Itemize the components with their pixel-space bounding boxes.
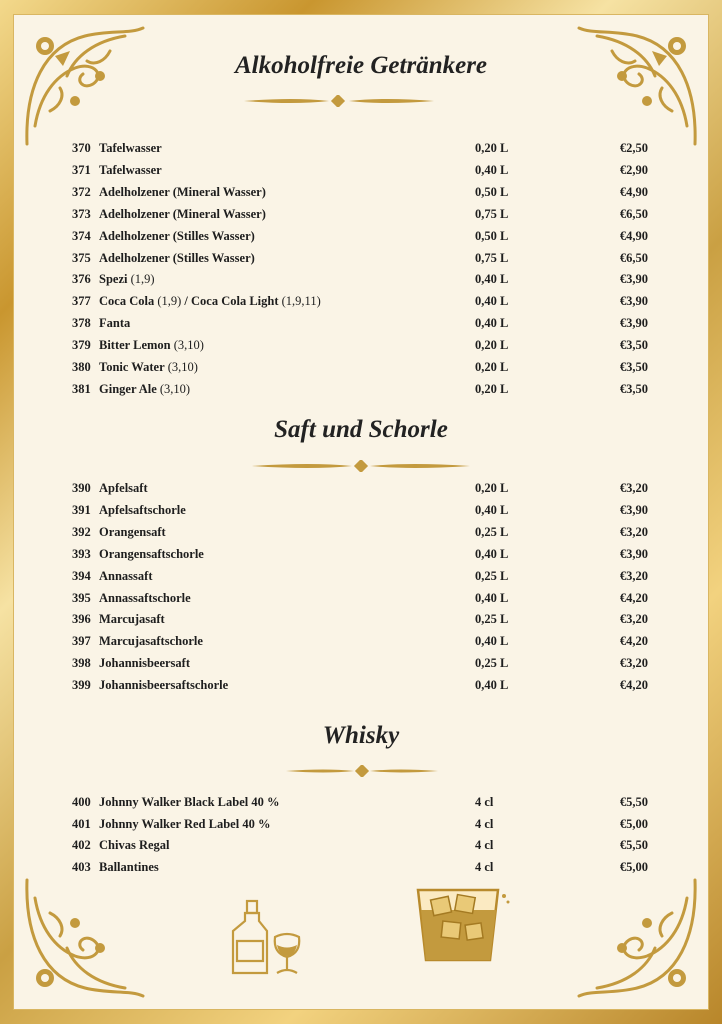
item-number: 403 [72,860,91,875]
item-additives: (1,9) [127,272,155,287]
item-size: 0,40 L [475,316,509,331]
menu-item-row [72,294,652,314]
menu-item-row [72,547,652,567]
item-name [99,251,255,266]
item-price: €3,20 [619,481,648,495]
item-name-text: Chivas Regal [99,838,170,853]
item-size: 4 cl [475,816,494,831]
item-number: 400 [72,795,91,809]
item-name-text: Marcujasaftschorle [99,634,203,649]
item-number: 391 [72,502,91,517]
item-size: 4 cl [475,860,494,875]
item-size: 0,40 L [475,546,509,561]
item-additives: (3,10) [164,360,198,374]
item-size: 0,20 L [475,141,509,155]
item-name-text: Coca Cola [99,294,155,309]
item-number: 381 [72,381,91,396]
item-name [99,481,148,496]
menu-item-row [72,382,652,402]
item-name [99,612,165,627]
item-name-text: Johnny Walker Red Label 40 % [99,816,271,831]
item-name [99,838,170,853]
item-number: 379 [72,338,91,353]
section-title: Alkoholfreie Getränkere [234,52,488,79]
menu-item-row [72,678,652,698]
menu-item-row [72,185,652,205]
item-additives: (3,10) [156,381,191,396]
menu-item-row [72,525,652,545]
menu-item-row [72,591,652,611]
item-size: 0,20 L [475,360,509,374]
item-number: 370 [72,141,91,155]
item-name [99,656,190,671]
item-number: 376 [72,272,91,287]
menu-item-row [72,207,652,227]
item-price: €4,20 [619,634,648,649]
item-name [99,185,266,200]
item-name-text: Marcujasaft [99,612,165,627]
item-number: 392 [72,524,91,539]
item-price: €3,20 [619,524,648,539]
item-name-text: Johannisbeersaftschorle [99,678,229,693]
item-size: 0,25 L [475,524,509,539]
item-name [99,382,190,397]
item-name-text: Ginger Ale [99,381,157,396]
item-additives: (1,9) [154,294,182,309]
menu-item-row [72,503,652,523]
menu-item-row [72,141,652,161]
item-name [99,795,279,810]
item-size: 0,20 L [475,381,509,396]
item-separator: / [181,294,192,309]
item-size: 0,75 L [475,206,509,221]
item-number: 372 [72,184,91,199]
menu-item-row [72,338,652,358]
item-name-text: Bitter Lemon [99,338,171,353]
item-size: 4 cl [475,795,494,809]
item-size: 0,40 L [475,162,509,177]
menu-item-row [72,272,652,292]
item-price: €3,20 [619,568,648,583]
item-number: 398 [72,656,91,671]
item-price: €5,50 [619,838,648,853]
item-number: 373 [72,206,91,221]
section-title: Saft und Schorle [274,416,448,443]
item-name-text: Orangensaft [99,524,166,539]
item-name [99,503,186,518]
item-size: 0,75 L [475,250,509,265]
menu-item-row [72,163,652,183]
item-name [99,316,130,331]
item-price: €4,90 [619,228,648,243]
menu-item-row [72,634,652,654]
item-name [99,338,204,353]
item-size: 0,50 L [475,228,509,243]
item-name [99,525,166,540]
item-number: 394 [72,568,91,583]
item-name [99,294,321,309]
item-number: 380 [72,360,91,374]
menu-item-row [72,817,652,837]
item-name-text: Adelholzener (Mineral Wasser) [99,206,266,221]
menu-item-row [72,251,652,271]
item-price: €3,90 [619,294,648,309]
bottle-glass-icon [225,895,310,980]
item-size: 0,40 L [475,678,509,693]
item-number: 399 [72,678,91,693]
item-size: 0,40 L [475,272,509,287]
item-size: 0,40 L [475,634,509,649]
section-title: Whisky [322,722,400,749]
item-price: €6,50 [619,250,648,265]
menu-item-row [72,612,652,632]
item-price: €4,20 [619,678,648,693]
item-price: €3,20 [619,656,648,671]
menu-item-row [72,316,652,336]
item-price: €4,90 [619,184,648,199]
ornament-corner-icon [567,16,707,156]
item-name-text: Apfelsaftschorle [99,502,186,517]
menu-item-row [72,229,652,249]
item-name-text: Annassaftschorle [99,590,191,605]
item-price: €3,50 [619,338,648,353]
item-price: €5,00 [619,860,648,875]
item-name-text: Johannisbeersaft [99,656,190,671]
ornament-corner-icon [15,16,155,156]
item-number: 395 [72,590,91,605]
item-additives: (3,10) [170,338,204,353]
item-name [99,229,255,244]
item-additives: (1,9,11) [278,294,321,309]
item-name-text: Ballantines [99,860,159,875]
item-name-text: Tonic Water [99,360,165,374]
item-number: 401 [72,816,91,831]
item-name [99,634,203,649]
item-name [99,547,204,562]
item-price: €3,90 [619,272,648,287]
item-size: 0,50 L [475,184,509,199]
item-price: €3,90 [619,316,648,331]
item-number: 390 [72,481,91,495]
item-price: €3,90 [619,546,648,561]
menu-item-row [72,360,652,380]
menu-item-row [72,860,652,880]
item-name-text: Johnny Walker Black Label 40 % [99,795,280,809]
menu-item-row [72,795,652,815]
item-price: €2,50 [619,141,648,155]
item-size: 0,40 L [475,590,509,605]
item-name [99,591,191,606]
item-number: 374 [72,228,91,243]
menu-item-row [72,481,652,501]
item-price: €3,50 [619,360,648,374]
item-name [99,207,266,222]
item-number: 371 [72,162,91,177]
item-name-text: Adelholzener (Stilles Wasser) [99,228,255,243]
ornament-corner-icon [15,868,155,1008]
item-name [99,860,159,875]
item-number: 378 [72,316,91,331]
item-price: €5,50 [619,795,648,809]
menu-item-row [72,838,652,858]
item-name [99,163,162,178]
item-price: €5,00 [619,816,648,831]
item-number: 402 [72,838,91,853]
item-size: 4 cl [475,838,494,853]
item-price: €3,50 [619,381,648,396]
item-name [99,141,162,156]
item-name-text: Annassaft [99,568,153,583]
menu-item-row [72,569,652,589]
whisky-glass-icon [412,882,512,964]
item-size: 0,20 L [475,338,509,353]
divider-ornament-icon [286,765,438,777]
item-name-text: Coca Cola Light [191,294,279,309]
item-price: €3,90 [619,502,648,517]
item-name [99,678,228,693]
item-name-text: Adelholzener (Mineral Wasser) [99,184,266,199]
item-price: €6,50 [619,206,648,221]
menu-item-row [72,656,652,676]
item-size: 0,40 L [475,502,509,517]
item-number: 393 [72,546,91,561]
item-size: 0,20 L [475,481,509,495]
item-name-text: Fanta [99,316,131,331]
item-number: 377 [72,294,91,309]
item-name-text: Tafelwasser [99,141,162,155]
ornament-corner-icon [567,868,707,1008]
item-name [99,569,153,584]
item-name-text: Orangensaftschorle [99,546,204,561]
item-size: 0,25 L [475,656,509,671]
item-name [99,360,198,375]
item-number: 375 [72,250,91,265]
item-name [99,272,155,287]
item-number: 396 [72,612,91,627]
item-number: 397 [72,634,91,649]
item-price: €4,20 [619,590,648,605]
divider-ornament-icon [244,95,434,107]
item-name-text: Adelholzener (Stilles Wasser) [99,250,255,265]
item-name-text: Tafelwasser [99,162,162,177]
item-size: 0,40 L [475,294,509,309]
item-size: 0,25 L [475,568,509,583]
divider-ornament-icon [252,460,470,472]
item-name-text: Apfelsaft [99,481,148,495]
item-name [99,817,270,832]
item-name-text: Spezi [99,272,128,287]
item-size: 0,25 L [475,612,509,627]
item-price: €3,20 [619,612,648,627]
item-price: €2,90 [619,162,648,177]
